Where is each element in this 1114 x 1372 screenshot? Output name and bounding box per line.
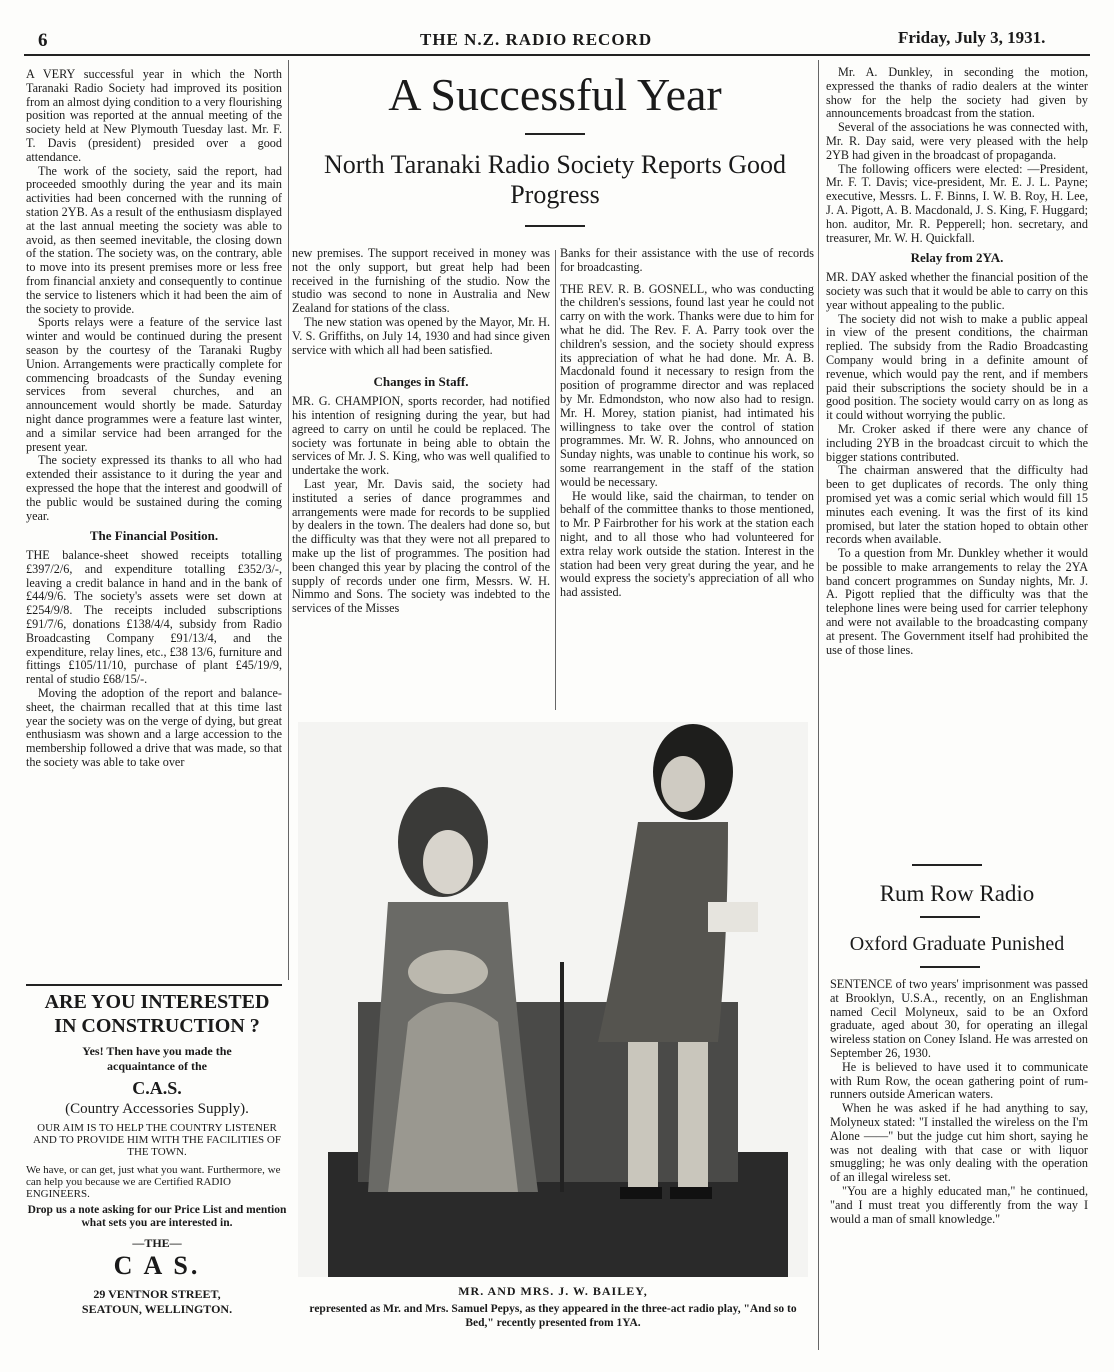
paragraph: The chairman answered that the difficulty had been to get duplicates of records. The only thing promised yet was a comic serial which would fill 15 minutes each evening. It was the first of its kind promised, but later the station hoped to obtain other records when available.	[826, 463, 1088, 547]
paragraph: To a question from Mr. Dunkley whether it would be possible to make arrangements to relay the 2YA band concert programmes on Sunday nights, Mr. J. A. Pigott replied that the difficulty was that the telephone lines were being used for carrier telephony and were not available to the broadcasting company at present. The Government itself had prohibited the use of those lines.	[826, 546, 1088, 657]
photo-caption-title: MR. AND MRS. J. W. BAILEY,	[458, 1284, 648, 1298]
rum-article-subheadline: Oxford Graduate Punished	[849, 933, 1065, 955]
ad-text: acquaintance of the	[107, 1059, 207, 1073]
paragraph: Banks for their assistance with the use of records for broadcasting.	[560, 246, 814, 274]
advertisement	[26, 990, 288, 1317]
paragraph: The society expressed its thanks to all who had extended their assistance to it during the year and expressed the hope that the interest and goodwill of the public would be sustained during the coming year.	[26, 453, 282, 523]
header-rule	[24, 54, 1090, 56]
subheading: Changes in Staff.	[373, 374, 469, 390]
paragraph: Several of the associations he was connected with, Mr. R. Day said, were very pleased with the help 2YB had given in the broadcast of propaganda.	[826, 120, 1088, 162]
column-2	[292, 247, 550, 616]
ad-headline: ARE YOU INTERESTED	[44, 991, 270, 1013]
couple-portrait-image	[298, 722, 808, 1277]
rum-article-body	[830, 978, 1088, 1226]
paragraph: SENTENCE of two years' imprisonment was passed at Brooklyn, U.S.A., recently, on an Englishman named Cecil Molyneux, said to be an Oxford graduate, aged about 30, for operating an illegal wireless station on Coney Island. He was arrested on September 26, 1930.	[830, 977, 1088, 1060]
article-subheadline: North Taranaki Radio Society Reports Good Progress	[323, 150, 786, 209]
title-rule	[525, 225, 585, 227]
paragraph: The following officers were elected: —President, Mr. F. T. Davis; vice-president, Mr. E. J. L. Payne; executive, Messrs. L. F. Binns, I. W. B. Roy, H. Lee, J. A. Pigott, A. B. Macdonald, J. S. King, F. Huggard; hon. auditor, Mr. R. Pepperell; hon. secretary, and treasurer, Mr. W. H. Quickfall.	[826, 161, 1088, 245]
column-4	[826, 66, 1088, 657]
ad-text: —THE—	[132, 1236, 182, 1250]
paragraph: new premises. The support received in money was not the only support, but great help had been received in the furnishing of the studio. Now the studio was second to none in Australia and New Zealand for stations of the class.	[292, 246, 550, 316]
ad-top-rule	[26, 984, 282, 986]
paragraph: THE REV. R. B. GOSNELL, who was conducting the children's sessions, found last year he could not carry on with the work. Thanks were due to him for what he did. The Rev. F. A. Parry took over the children's session, and the society should express its appreciation of what he had done. Mr. A. B. Macdonald found it necessary to resign from the position of programme director and was replaced by Mr. Edmondston, who now also had to resign. Mr. H. Morey, station pianist, had intimated his willingness to take over the control of station programmes. Mr. W. R. Johns, who announced on Sunday nights, was unable to continue his work, so some rearrangement in the staff of the station would be necessary.	[560, 281, 814, 489]
paragraph: Last year, Mr. Davis said, the society had instituted a series of dance programmes and arrangements were made for records to be supplied by dealers in the town. The dealers had done so, but the difficulty was that they were not all prepared to make up the list of programmes. The position had been changed this year by placing the control of the supply of records under one firm, Messrs. W. H. Nimmo and Sons. The society was indebted to the services of the Misses	[292, 476, 550, 616]
paragraph: Moving the adoption of the report and balance-sheet, the chairman recalled that at this time last year the society was on the verge of dying, but great enthusiasm was shown and a large accession to the membership followed a drive that was made, so that the society was able to take over	[26, 686, 282, 770]
paragraph: He is believed to have used it to communicate with Rum Row, the ocean gathering point of rum-runners outside American waters.	[830, 1059, 1088, 1102]
article-headline: A Successful Year	[388, 69, 722, 120]
title-rule	[525, 133, 585, 135]
ad-brand: C.A.S.	[132, 1078, 182, 1098]
ad-text: Yes! Then have you made the	[82, 1044, 232, 1058]
paragraph: He would like, said the chairman, to tender on behalf of the committee thanks to those mentioned, to Mr. P Fairbrother for his work at the station each night, and to all those who had volunteered for extra relay work outside the station. Interest in the station had been very great during the year, and he would express the society's appreciation of all who had assisted.	[560, 488, 814, 600]
column-divider	[288, 60, 289, 980]
paragraph: When he was asked if he had anything to say, Molyneux stated: "I installed the wireless on the I'm Alone ——" but the judge cut him short, saying he was not dealing with that case or with liquor smuggling; he was only dealing with the operation of an illegal wireless set.	[830, 1101, 1088, 1185]
paragraph: The work of the society, said the report, had proceeded smoothly during the year and its main activities had been concerned with the running of station 2YB. As a result of the enthusiasm displayed at the last annual meeting the society was able to avoid, as then seemed inevitable, the closing down of the station. The society was, on the contrary, able to move into its present premises more or less free from financial anxiety and consequently to continue the service to listeners which it had been the aim of the society to provide.	[26, 163, 282, 316]
paragraph: MR. DAY asked whether the financial position of the society was such that it would be able to carry on this year without appealing to the public.	[826, 270, 1088, 312]
ad-cta: Drop us a note asking for our Price List and mention what sets you are interested in.	[27, 1204, 287, 1229]
subheading: Relay from 2YA.	[910, 250, 1004, 266]
ad-text: We have, or can get, just what you want. Furthermore, we can help you because we are Certified RADIO ENGINEERS.	[26, 1164, 281, 1200]
section-rule	[912, 864, 982, 866]
title-rule	[920, 966, 980, 968]
paragraph: Sports relays were a feature of the service last winter and would be continued during the present season by the courtesy of the Taranaki Rugby Union. Arrangements were practically complete for commencing broadcasts of the Sunday evening services from several churches, and an announcement would shortly be made. Saturday night dance programmes were a feature last winter, and a similar service had been arranged for the present year.	[26, 315, 282, 454]
rum-article-headline: Rum Row Radio	[879, 881, 1035, 906]
column-divider	[818, 60, 819, 1350]
ad-aim: OUR AIM IS TO HELP THE COUNTRY LISTENER AND TO PROVIDE HIM WITH THE FACILITIES OF THE TOWN.	[32, 1122, 281, 1158]
title-rule	[920, 916, 980, 918]
ad-headline: IN CONSTRUCTION ?	[54, 1015, 260, 1037]
subheading: The Financial Position.	[89, 528, 219, 544]
paragraph: The society did not wish to make a public appeal in view of the present conditions, the chairman replied. The subsidy from the Radio Broadcasting Company would bring in a definite amount of revenue, which would pay the rent, and if members paid their subscriptions the society should be in a good position. The society would carry on as long as it could without worrying the public.	[826, 311, 1088, 423]
page-number: 6	[38, 30, 48, 51]
column-divider	[555, 250, 556, 710]
paragraph: Mr. Croker asked if there were any chance of including 2YB in the broadcast circuit to which the bigger stations contributed.	[826, 421, 1088, 464]
publication-title: THE N.Z. RADIO RECORD	[420, 30, 653, 49]
paragraph: "You are a highly educated man," he continued, "and I must treat you differently from the way I would a man of small knowledge."	[830, 1183, 1088, 1226]
paragraph: THE balance-sheet showed receipts totalling £397/2/6, and expenditure totalling £352/3/-, leaving a credit balance in hand and in the bank of £44/9/6. The society's assets were set down at £254/9/8. The receipts included subscriptions £91/7/6, donations £138/4/4, subsidy from Radio Broadcasting Company £91/13/4, and the expenditure, relay lines, etc., £38 13/6, furniture and fittings £105/11/10, purchase of plant £45/19/9, rental of studio £68/15/-.	[26, 548, 282, 687]
ad-address: 29 VENTNOR STREET,	[93, 1287, 221, 1301]
ad-address: SEATOUN, WELLINGTON.	[81, 1302, 233, 1316]
issue-date: Friday, July 3, 1931.	[898, 28, 1046, 47]
ad-logo: C A S.	[113, 1251, 201, 1280]
paragraph: The new station was opened by the Mayor, Mr. H. V. S. Griffiths, on July 14, 1930 and had since given service with which all had been satisfied.	[292, 314, 550, 357]
column-3	[560, 247, 814, 600]
paragraph: Mr. A. Dunkley, in seconding the motion, expressed the thanks of radio dealers at the winter show for the help the society had given by announcements broadcast from the station.	[826, 65, 1088, 121]
paragraph: A VERY successful year in which the North Taranaki Radio Society had improved its position from an almost dying condition to a very flourishing position was reported at the annual meeting of the society held at New Plymouth Tuesday last. Mr. F. T. Davis (president) presided over a good attendance.	[26, 67, 282, 164]
column-1	[26, 68, 282, 770]
ad-brand-full: (Country Accessories Supply).	[65, 1101, 249, 1117]
photo-caption: represented as Mr. and Mrs. Samuel Pepys, as they appeared in the three-act radio play, "And so to Bed," recently presented from 1YA.	[309, 1303, 797, 1329]
photo	[298, 722, 808, 1277]
paragraph: MR. G. CHAMPION, sports recorder, had notified his intention of resigning during the year, but had agreed to carry on until he could be replaced. The society was fortunate in being able to obtain the services of Mr. J. S. King, who was well qualified to undertake the work.	[292, 394, 550, 478]
